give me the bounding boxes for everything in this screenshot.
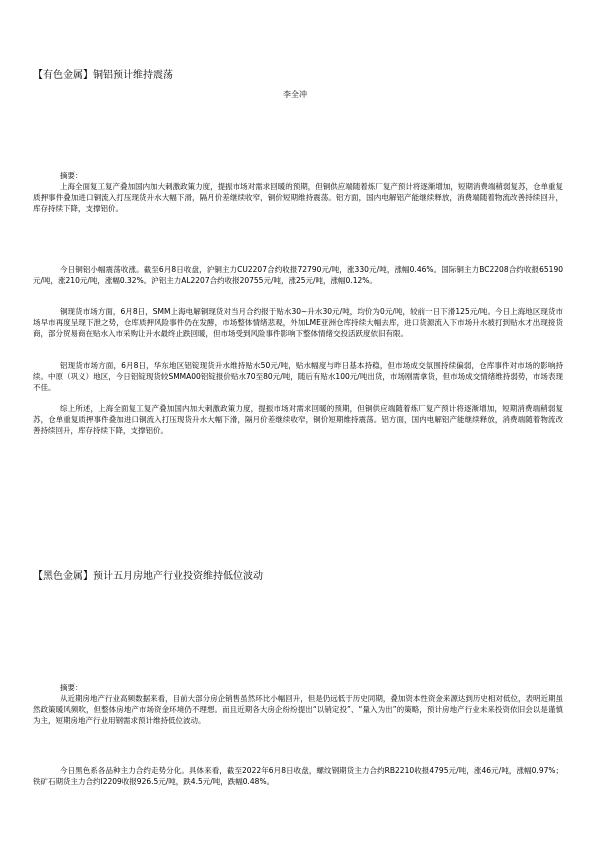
section-title-nonferrous: 【有色金属】铜铝预计维持震荡	[33, 70, 173, 81]
abstract-paragraph: 上海全面复工复产叠加国内加大刺激政策力度，提振市场对需求回暖的预期，但铜供应端随着炼厂复产预计将逐渐增加，短期消费端稍弱复苏，仓单重复质押事件叠加进口铜流入打压现货升水大幅下滑，隔月价差继续收窄，铜价短期维持震荡。铝方面，国内电解铝产能继续释放，消费端随着物流改善持续回升，库存持续下降，支撑铝价。	[33, 182, 563, 213]
body-paragraph: 铝现货市场方面，6月8日，华东地区铝锭现货升水维持贴水50元/吨，贴水幅度与昨日基本持稳，但市场成交氛围持续偏弱，仓库事件对市场的影响持续。中原（巩义）地区，今日铝锭现货较SMMA00铝锭报价贴水70至80元/吨，随后有贴水100元/吨出货，市场刚需拿货，但市场成交情绪维持弱势，市场表现不佳。	[33, 361, 563, 392]
section-title-ferrous: 【黑色金属】预计五月房地产行业投资维持低位波动	[33, 571, 263, 582]
body-paragraph: 铜现货市场方面，6月8日，SMM上海电解铜现货对当月合约报于贴水30~升水30元/吨，均价为0元/吨，较前一日下滑125元/吨。今日上海地区现货市场早市再度呈现下泄之势，仓库质押风险事件仍在发酵，市场整体情绪悲观，外加LME亚洲仓库持续大幅去库，进口货源流入下市场升水被打到贴水才出现接货商，部分贸易商在贴水入市采购让升水最终止跌回暖，但市场受到风险事件影响下整体情绪交投活跃度依旧有限。	[33, 307, 563, 338]
body-paragraph: 今日黑色系各品种主力合约走势分化。具体来看，截至2022年6月8日收盘，螺纹钢期货主力合约RB2210收报4795元/吨，涨46元/吨，涨幅0.97%；铁矿石期货主力合约I2209收报926.5元/吨，跌4.5元/吨，跌幅0.48%。	[33, 766, 563, 786]
abstract-label: 摘要：	[60, 683, 83, 692]
body-paragraph: 今日铜铝小幅震荡收涨。截至6月8日收盘，沪铜主力CU2207合约收报72790元/吨，涨330元/吨，涨幅0.46%。国际铜主力BC2208合约收报65190元/吨，涨210元/吨，涨幅0.32%。沪铝主力AL2207合约收报20755元/吨，涨25元/吨，涨幅0.12%。	[33, 265, 563, 285]
body-paragraph: 综上所述，上海全面复工复产叠加国内加大刺激政策力度，提振市场对需求回暖的预期，但铜供应端随着炼厂复产预计将逐渐增加，短期消费端稍弱复苏，仓单重复质押事件叠加进口铜流入打压现货升水大幅下滑，隔月价差继续收窄，铜价短期维持震荡。铝方面，国内电解铝产能继续释放，消费端随着物流改善持续回升，库存持续下降，支撑铝价。	[33, 404, 563, 435]
author-name: 李全冲	[283, 90, 307, 99]
abstract-paragraph: 从近期房地产行业高频数据来看，目前大部分房企销售虽然环比小幅回升，但是仍远低于历史同期，叠加资本性资金来源达到历史相对低位，表明近期虽然政策暖风频吹，但整体房地产市场资金环境仍不理想。而且近期各大房企纷纷提出“以销定投”、“量入为出”的策略，预计房地产行业未来投资依旧会以是谨慎为主，短期房地产行业用钢需求预计维持低位波动。	[33, 694, 563, 725]
abstract-label: 摘要：	[60, 171, 83, 180]
